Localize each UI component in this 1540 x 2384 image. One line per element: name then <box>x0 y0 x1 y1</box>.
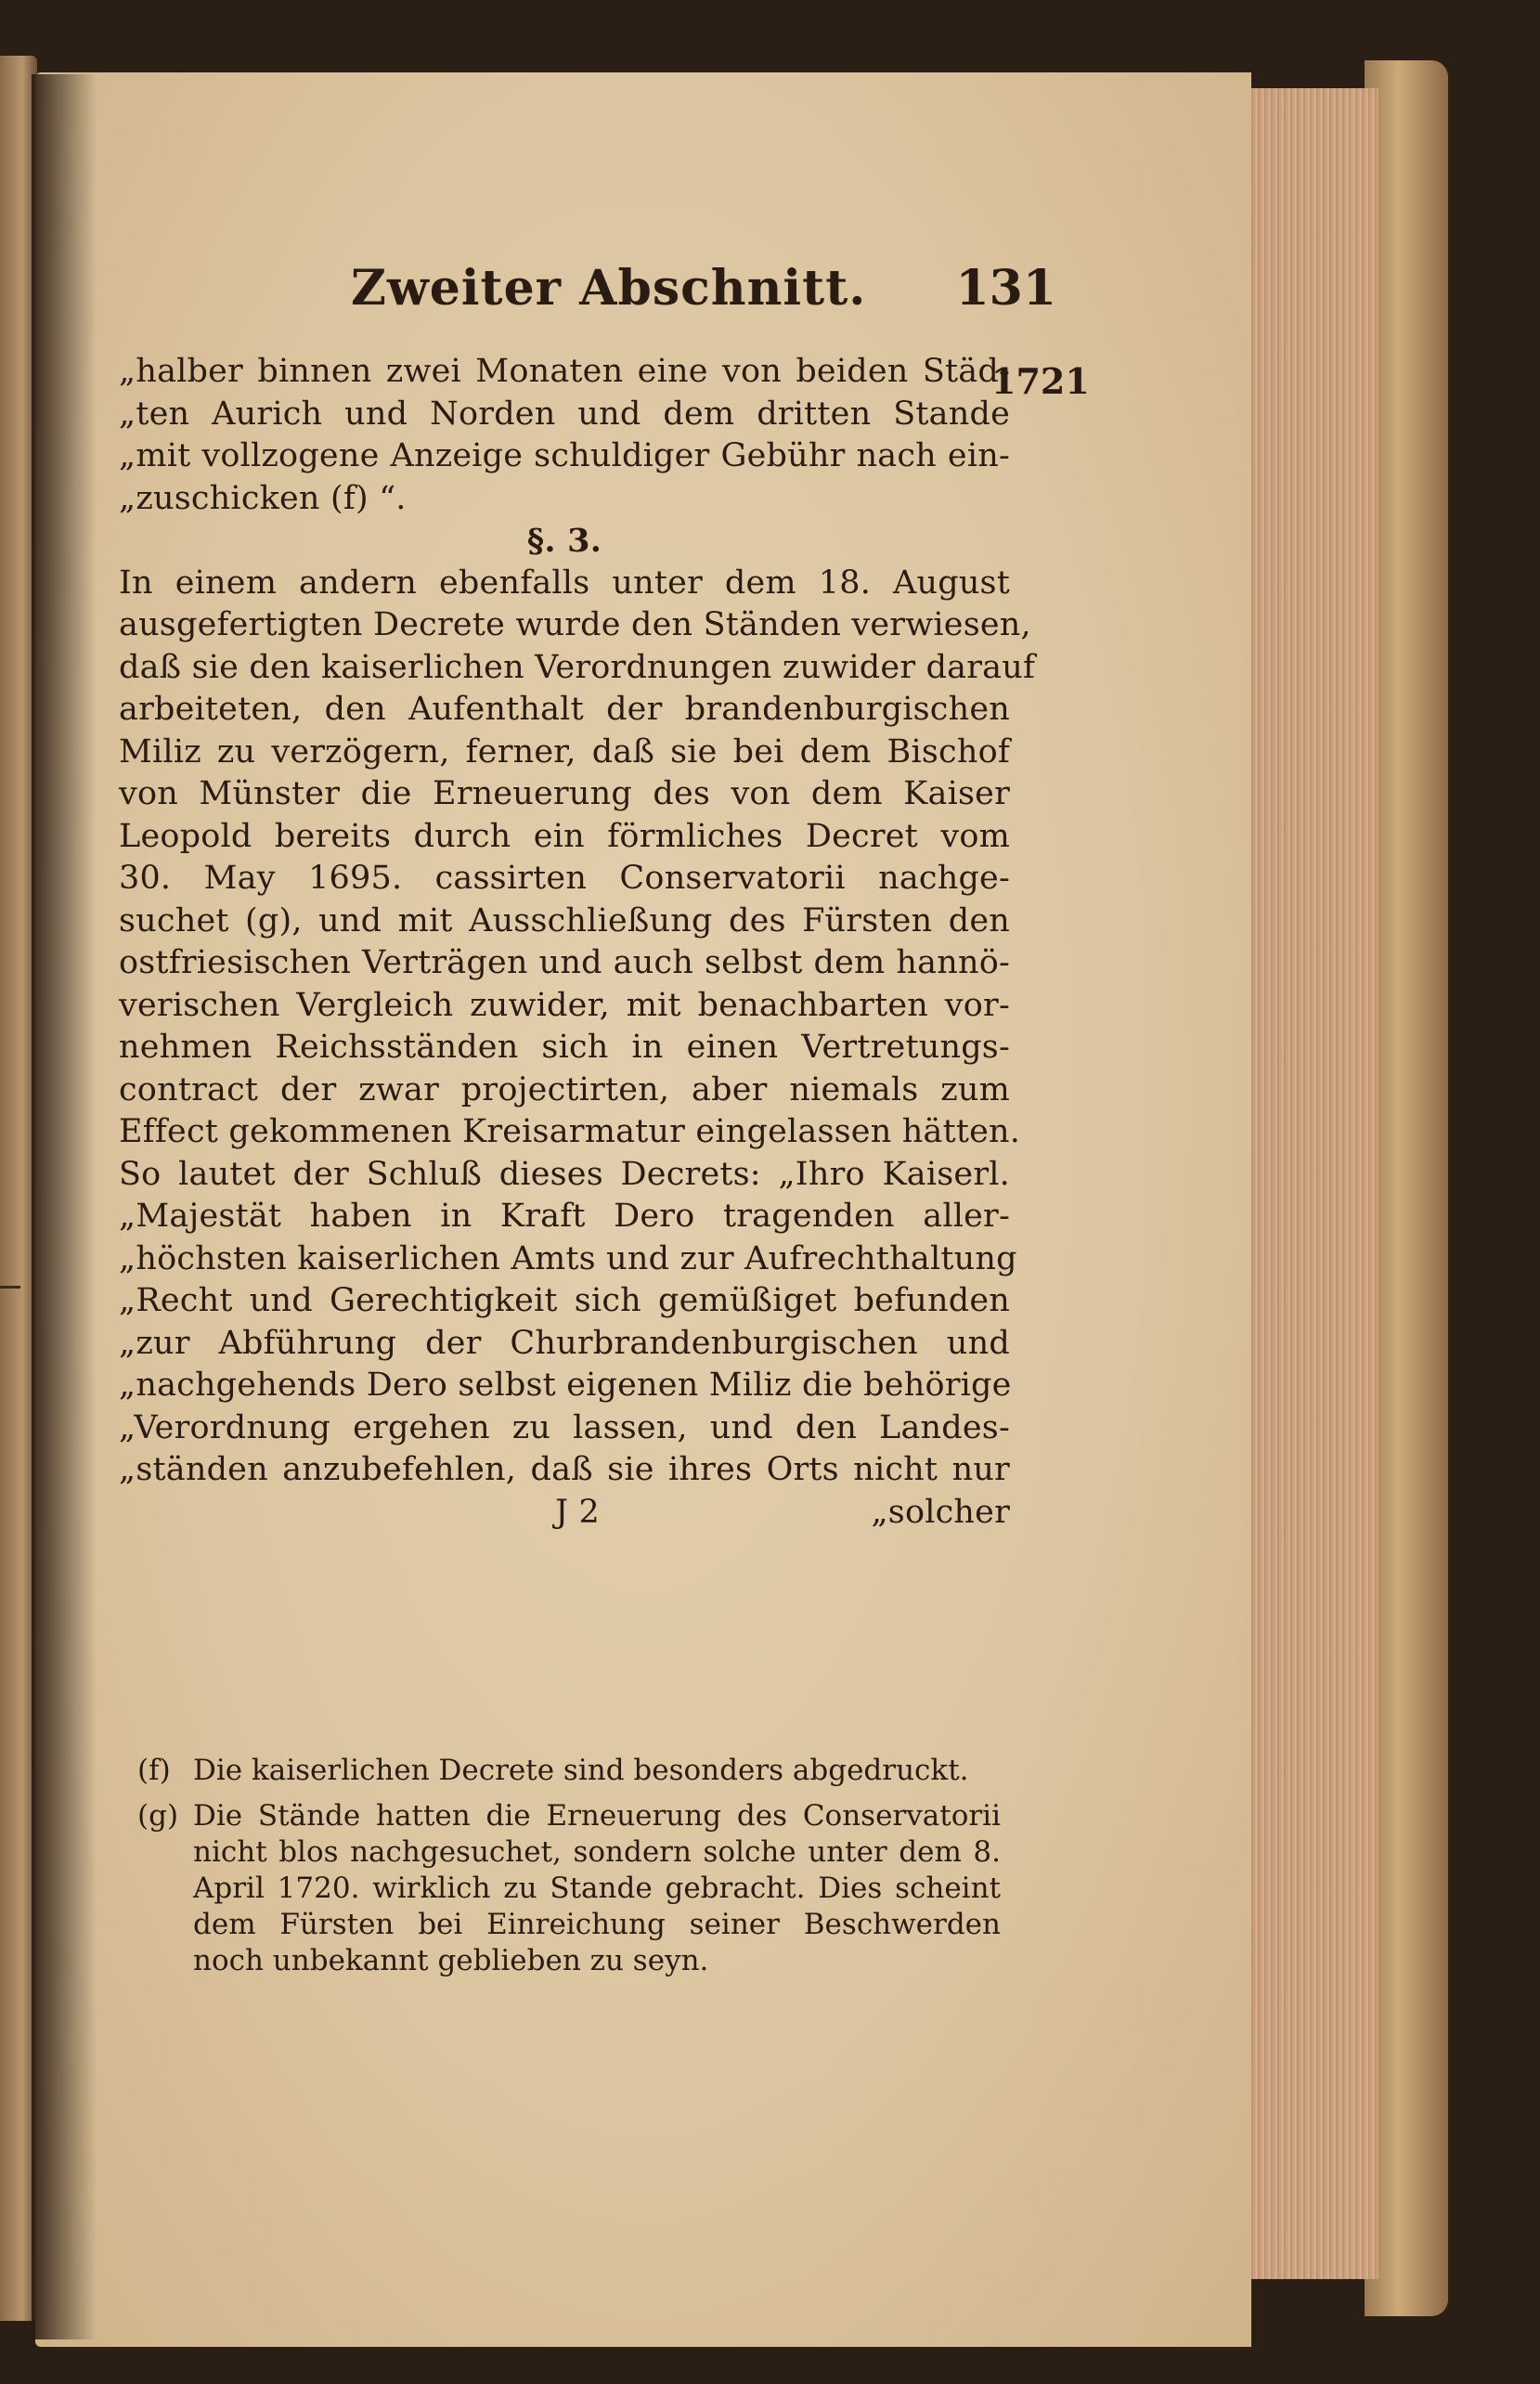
footnote-marker: (f) <box>137 1754 171 1787</box>
text-line: „ten Aurich und Norden und dem dritten Stande <box>119 395 1010 433</box>
catchword: „solcher <box>871 1493 1010 1531</box>
text-line: 30. May 1695. cassirten Conservatorii nachge- <box>119 860 1010 897</box>
running-head: Zweiter Abschnitt. <box>351 260 867 317</box>
footnotes <box>137 1753 1001 1989</box>
text-line: suchet (g), und mit Ausschließung des Fürsten den <box>119 901 1010 939</box>
page-edges <box>1235 88 1378 2279</box>
text-line: „mit vollzogene Anzeige schuldiger Gebühr nach ein- <box>119 437 1010 474</box>
text-line: „zur Abführung der Churbrandenburgischen und <box>119 1324 1010 1362</box>
text-line: „Majestät haben in Kraft Dero tragenden aller- <box>119 1198 1010 1235</box>
page-content <box>35 0 1251 2384</box>
text-line: verischen Vergleich zuwider, mit benachbarten vor- <box>119 986 1010 1024</box>
text-line: „ständen anzubefehlen, daß sie ihres Orts nicht nur <box>119 1451 1010 1488</box>
text-line: So lautet der Schluß dieses Decrets: „Ihro Kaiserl. <box>119 1155 1010 1193</box>
signature-line <box>119 1492 1010 1535</box>
text-line: ostfriesischen Verträgen und auch selbst dem hannö- <box>119 944 1010 981</box>
text-line: arbeiteten, den Aufenthalt der brandenburgischen <box>119 691 1010 728</box>
text-line: „halber binnen zwei Monaten eine von beiden Städ- <box>119 353 1010 390</box>
text-line: Leopold bereits durch ein förmliches Decret vom <box>119 817 1010 855</box>
footnote-marker: (g) <box>137 1799 179 1833</box>
text-line: „höchsten kaiserlichen Amts und zur Aufrechthaltung <box>119 1239 1017 1277</box>
footnote-text: Die kaiserlichen Decrete sind besonders abgedruckt. <box>193 1754 969 1787</box>
footnote-text: Die Stände hatten die Erneuerung des Conservatorii nicht blos nachgesuchet, sondern solche unter dem 8. April 1720. wirklich zu Stande gebracht. Dies scheint dem Fürsten bei Einreichung seiner Beschwerden noch unbekannt geblieben zu seyn. <box>193 1799 1001 1977</box>
footnote-g <box>137 1798 1001 1979</box>
margin-year: 1721 <box>991 360 1090 402</box>
footnote-f <box>137 1753 1001 1789</box>
text-line: In einem andern ebenfalls unter dem 18. August <box>119 564 1010 602</box>
text-line: Miliz zu verzögern, ferner, daß sie bei dem Bischof <box>119 732 1010 771</box>
text-line: „zuschicken (f) “. <box>119 479 407 517</box>
page-number: 131 <box>955 260 1056 317</box>
text-line: ausgefertigten Decrete wurde den Ständen verwiesen, <box>119 606 1031 643</box>
page-header <box>351 260 1056 334</box>
text-line: „Recht und Gerechtigkeit sich gemüßiget befunden <box>119 1282 1010 1319</box>
text-line: daß sie den kaiserlichen Verordnungen zuwider darauf <box>119 648 1036 686</box>
text-line: Effect gekommenen Kreisarmatur eingelassen hätten. <box>119 1113 1021 1150</box>
main-text <box>119 351 1036 1534</box>
previous-page-rule <box>0 1286 20 1289</box>
text-line: „nachgehends Dero selbst eigenen Miliz die behörige <box>119 1367 1012 1404</box>
text-line: von Münster die Erneuerung des von dem Kaiser <box>119 775 1010 812</box>
section-heading: §. 3. <box>526 522 602 560</box>
text-line: contract der zwar projectirten, aber niemals zum <box>119 1070 1010 1108</box>
signature-mark: J 2 <box>555 1493 601 1531</box>
text-line: „Verordnung ergehen zu lassen, und den Landes- <box>119 1408 1010 1446</box>
text-line: nehmen Reichsständen sich in einen Vertretungs- <box>119 1029 1010 1066</box>
